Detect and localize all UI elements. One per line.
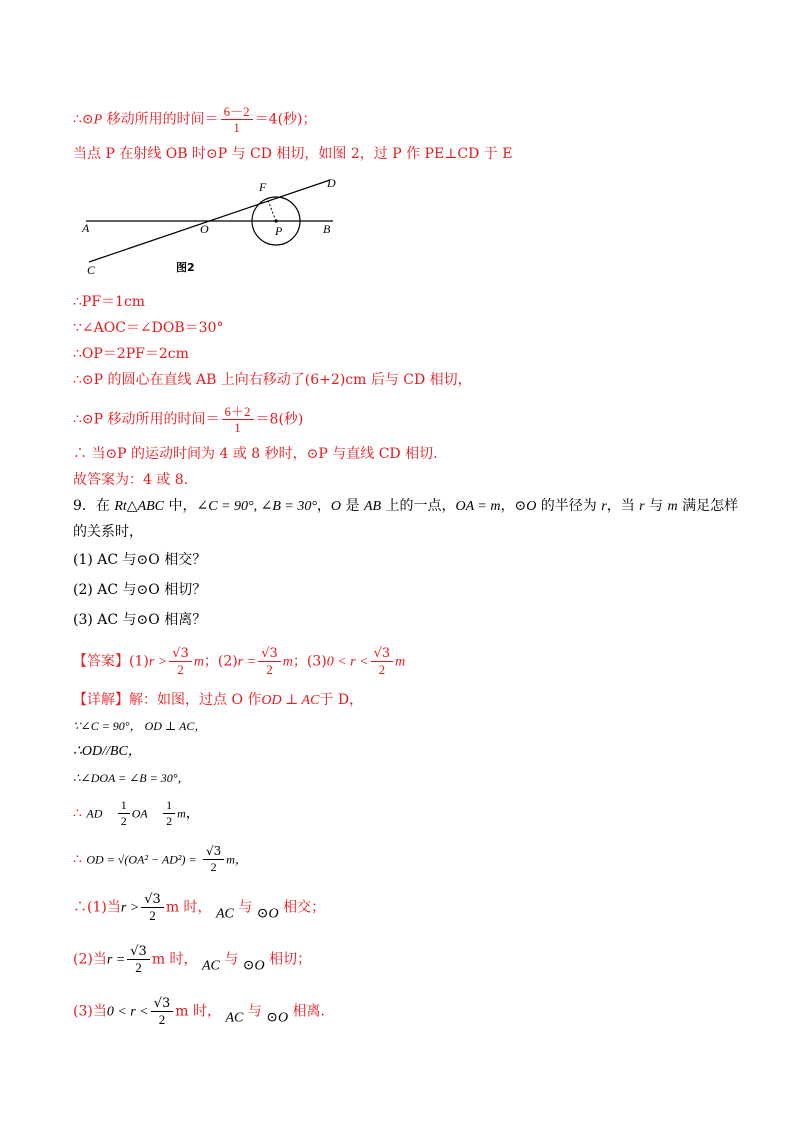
- fraction: [222, 404, 254, 435]
- text: m 时，: [151, 951, 198, 968]
- var-ab: AB: [363, 499, 382, 514]
- var-o: O: [330, 499, 342, 514]
- fraction: [221, 104, 253, 135]
- detail-step-2: ∴OD//BC，: [73, 744, 142, 759]
- label-p: P: [275, 224, 283, 238]
- label-o: O: [200, 222, 209, 236]
- numerator: 6＋2: [222, 404, 254, 420]
- figure-2: [70, 170, 370, 282]
- question-9-item-3: (3) AC 与⊙O 相离？: [73, 612, 207, 628]
- text: 相交；: [278, 899, 326, 916]
- time-calc-line-2: [73, 404, 303, 435]
- part-label: (1): [129, 653, 149, 670]
- text: 于 D，: [319, 692, 364, 708]
- denominator: 2: [149, 908, 156, 923]
- var-m: m: [282, 654, 293, 670]
- therefore-circle: ∴⊙: [73, 111, 94, 128]
- result: ＝8(秒): [255, 411, 304, 428]
- tangent-case-line: 当点 P 在射线 OB 时⊙P 与 CD 相切，如图 2，过 P 作 PE⊥CD 于 E: [73, 146, 513, 162]
- case-label: (2)当: [73, 951, 107, 968]
- fraction: [258, 646, 281, 677]
- answer-block: [73, 646, 405, 677]
- text: ，: [316, 498, 331, 514]
- text: 与: [238, 899, 253, 916]
- detail-step-3: ∴∠DOA = ∠B = 30°，: [73, 771, 190, 785]
- text: 满足怎样: [677, 498, 739, 514]
- question-9-line-2: 的关系时，: [73, 524, 143, 540]
- circle-o: ⊙O: [242, 958, 265, 974]
- denominator: 2: [378, 662, 386, 677]
- fraction: [203, 844, 224, 875]
- answer-line: 故答案为：4 或 8.: [73, 472, 189, 488]
- denominator: 2: [177, 662, 184, 677]
- detail-case-2: [73, 944, 311, 977]
- text: m 时，: [165, 899, 212, 916]
- text: 与: [644, 498, 668, 514]
- var-ac: AC: [225, 1010, 244, 1026]
- numerator: √3: [371, 646, 394, 662]
- condition: ∠C = 90°, ∠B = 30°: [196, 499, 317, 514]
- fraction: [371, 646, 394, 677]
- text: m 时，: [175, 1003, 221, 1020]
- text: 上的一点，: [381, 498, 456, 514]
- var-ad: AD: [86, 806, 103, 821]
- segment-pf: [267, 198, 276, 221]
- label-b: B: [323, 222, 331, 236]
- denominator: 2: [135, 960, 142, 975]
- var-oa: OA: [131, 806, 148, 821]
- part-label: ；(3): [292, 653, 327, 670]
- inequality: r >: [120, 900, 140, 916]
- equation: r =: [237, 654, 257, 670]
- text: ∴⊙P 移动所用的时间＝: [73, 411, 220, 428]
- move-line: ∴⊙P 的圆心在直线 AB 上向右移动了(6+2)cm 后与 CD 相切，: [73, 372, 472, 388]
- var-m: m: [193, 654, 204, 670]
- label-f: F: [259, 180, 267, 194]
- denominator: 2: [158, 1012, 166, 1027]
- fraction: [127, 944, 150, 975]
- denominator: 2: [266, 662, 273, 677]
- text: 中，: [164, 498, 197, 514]
- var-ac: AC: [216, 906, 234, 922]
- text: 相切；: [264, 951, 312, 968]
- var-m: m: [395, 654, 406, 670]
- question-9-item-2: (2) AC 与⊙O 相切？: [73, 582, 207, 598]
- text: 9．在: [73, 498, 115, 514]
- label-c: C: [87, 263, 96, 277]
- op-line: ∴OP＝2PF＝2cm: [73, 346, 189, 362]
- numerator: 6－2: [221, 104, 253, 120]
- var-oa: OA = m: [455, 499, 501, 514]
- inequality: 0 < r <: [106, 1004, 149, 1020]
- numerator: 1: [163, 798, 175, 814]
- part-label: ；(2): [203, 653, 238, 670]
- conclusion-line: ∴ 当⊙P 的运动时间为 4 或 8 秒时，⊙P 与直线 CD 相切.: [73, 446, 438, 462]
- detail-case-1: [73, 892, 325, 925]
- numerator: √3: [151, 996, 174, 1012]
- detail-tag: 【详解】: [73, 692, 129, 708]
- text: 解：如图，过点 O 作: [129, 692, 262, 708]
- angle-line: ∵∠AOC＝∠DOB＝30°: [73, 320, 224, 336]
- text: ，⊙: [500, 498, 527, 514]
- text: 相离.: [288, 1003, 325, 1020]
- figure-caption: 图2: [176, 261, 195, 274]
- result: ＝4(秒)；: [254, 111, 317, 128]
- equation: r =: [106, 952, 126, 968]
- text: ，: [185, 805, 200, 822]
- numerator: 1: [118, 798, 130, 814]
- numerator: √3: [141, 892, 164, 908]
- inequality: 0 < r <: [326, 654, 369, 670]
- detail-step-1: ∵∠C = 90°， OD ⊥ AC，: [73, 719, 207, 733]
- denominator: 1: [233, 120, 240, 135]
- label-d: D: [327, 176, 336, 190]
- text: 移动所用的时间＝: [102, 111, 219, 128]
- triangle: Rt△ABC: [114, 499, 165, 514]
- denominator: 1: [234, 420, 241, 435]
- question-9-item-1: (1) AC 与⊙O 相交？: [73, 552, 207, 568]
- circle-o: ⊙O: [266, 1010, 289, 1026]
- question-9-line-1: [73, 496, 738, 517]
- case-label: ∴(1)当: [73, 899, 121, 916]
- case-label: (3)当: [73, 1003, 107, 1020]
- answer-tag: 【答案】: [73, 653, 129, 670]
- circle-o: ⊙O: [256, 906, 279, 922]
- var-r: r: [601, 499, 607, 514]
- time-calc-line-1: [73, 104, 317, 135]
- var-o: O: [526, 499, 537, 514]
- detail-intro: [73, 690, 363, 711]
- denominator: 2: [166, 814, 173, 828]
- detail-step-5: [73, 844, 247, 875]
- text: 是: [341, 498, 364, 514]
- fraction: [163, 798, 175, 829]
- denominator: 2: [210, 860, 217, 874]
- text: 与: [247, 1003, 262, 1020]
- perpendicular: OD ⊥ AC: [261, 693, 320, 708]
- therefore: ∴: [73, 805, 82, 822]
- detail-step-4: [73, 798, 200, 829]
- var-p: P: [93, 112, 103, 128]
- therefore: ∴: [73, 851, 82, 868]
- detail-case-3: [73, 996, 325, 1029]
- var-m: m: [667, 499, 678, 514]
- text: 的半径为: [536, 498, 602, 514]
- var-m: m: [177, 806, 186, 821]
- fraction: [118, 798, 130, 829]
- pf-line: ∴PF＝1cm: [73, 294, 146, 310]
- inequality: r >: [148, 654, 168, 670]
- fraction: [141, 892, 164, 923]
- od-expression: OD = √(OA² − AD²) =: [86, 852, 197, 867]
- label-a: A: [82, 221, 90, 235]
- point-p: [274, 219, 277, 222]
- text: m，: [226, 852, 247, 867]
- var-ac: AC: [202, 958, 220, 974]
- numerator: √3: [258, 646, 281, 662]
- fraction: [169, 646, 192, 677]
- denominator: 2: [120, 814, 127, 828]
- text: 与: [224, 951, 239, 968]
- numerator: √3: [127, 944, 150, 960]
- fraction: [151, 996, 174, 1027]
- numerator: √3: [203, 844, 224, 860]
- numerator: √3: [169, 646, 192, 662]
- var-r: r: [639, 499, 645, 514]
- text: ，当: [606, 498, 640, 514]
